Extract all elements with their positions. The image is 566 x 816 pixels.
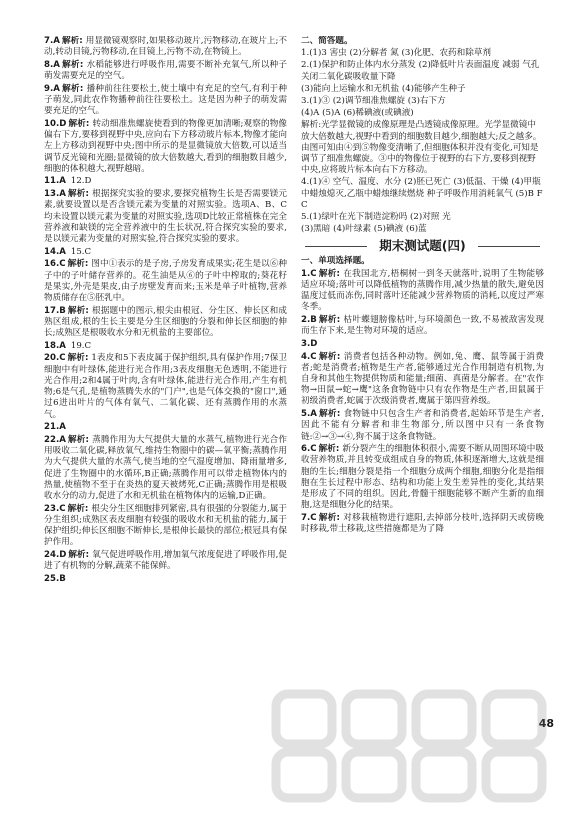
analysis-text: 12.D xyxy=(70,176,92,187)
analysis-tag: 解析: xyxy=(67,305,89,316)
question-number: 21.A xyxy=(44,422,66,433)
analysis-text: 19.C xyxy=(70,340,92,351)
analysis-text: 水稻能够进行呼吸作用,需要不断补充氧气,所以种子萌发需要充足的空气。 xyxy=(44,59,287,82)
answer-entry xyxy=(301,444,544,511)
analysis-tag: 解析: xyxy=(61,36,83,46)
analysis-text: 蒸腾作用为大气提供大量的水蒸气,植物进行光合作用吸收二氧化碳,释放氧气,维持生物圈中的碳—氧平衡;蒸腾作用为大气提供大量的水蒸气,使当地的空气湿度增加、降雨量增多,促进了生物圈中的水循环,B正确;蒸腾作用可以带走植物体内的热量,使植物不至于在炎热的夏天被烤死,C正确;蒸腾作用是根吸收水分的动力,促进了水和无机盐在植物体内的运输,D正确。 xyxy=(44,434,287,501)
analysis-tag: 解析: xyxy=(68,118,90,129)
analysis-text: 播种前往往要松土,使土壤中有充足的空气,有利于种子萌发,同此农作物播种前往往要松土。这是因为种子的萌发需要充足的空气。 xyxy=(44,83,287,117)
answer-entry xyxy=(301,315,544,337)
short-answer-line: 1.(1)3 害虫 (2)分解者 氮 (3)化肥、农药和除草剂 xyxy=(301,48,492,59)
question-number: 13.A xyxy=(44,189,66,200)
question-number: 4.C xyxy=(301,351,317,362)
answer-entry xyxy=(44,422,287,433)
answer-entry xyxy=(44,435,287,502)
question-number: 23.C xyxy=(44,503,66,514)
question-number: 20.C xyxy=(44,353,66,364)
analysis-tag: 解析: xyxy=(318,314,341,325)
analysis-text: 在我国北方,梧桐树一到冬天就落叶,说明了生物能够适应环境;落叶可以降低植物的蒸腾作用,减少热量的散失,避免因温度过低而冻伤,同时落叶还能减少营养物质的消耗,以度过严寒冬季。 xyxy=(301,268,544,313)
question-number: 2.B xyxy=(301,314,317,325)
right-column xyxy=(301,36,544,776)
section-heading-short-answer: 二、简答题。 xyxy=(301,36,353,46)
short-answer-lines xyxy=(301,48,544,235)
answer-entry xyxy=(301,339,544,350)
analysis-text: 消费者包括各种动物。例如,兔、鹰、鼠等属于消费者;蛇是消费者;植物是生产者,能够通过光合作用制造有机物,为自身和其他生物提供物质和能量;细菌、真菌是分解者。在"农作物→田鼠→蛇→鹰"这条食物链中只有农作物是生产者,田鼠属于初级消费者,蛇属于次级消费者,鹰属于第四营养级。 xyxy=(301,351,544,407)
question-number: 7.A xyxy=(44,36,60,46)
short-answer-line: 3.(1)③ (2)调节细准焦螺旋 (3)右下方 xyxy=(301,96,446,107)
analysis-text: 枯叶蝶翅膀像枯叶,与环境颜色一致,不易被敌害发现而生存下来,是生物对环境的适应。 xyxy=(301,314,544,337)
answer-entry xyxy=(44,36,287,58)
analysis-text: 氧气促进呼吸作用,增加氧气浓度促进了呼吸作用,促进了有机物的分解,蔬菜不能保鲜。 xyxy=(44,549,287,572)
answer-entry xyxy=(44,259,287,304)
short-answer-line: 2.(1)保护和防止体内水分蒸发 (2)降低叶片表面温度 减弱 气孔关闭二氧化碳吸收量下降 xyxy=(301,60,540,82)
short-answer-line: (3)能向上运输水和无机盐 (4)能够产生种子 xyxy=(301,83,466,94)
answer-entry xyxy=(301,352,544,408)
question-number: 25.B xyxy=(44,573,66,584)
question-number: 10.D xyxy=(44,118,67,129)
answer-entry xyxy=(301,269,544,314)
analysis-text: 1表皮和5下表皮属于保护组织,具有保护作用;7保卫细胞中有叶绿体,能进行光合作用;3表皮细胞无色透明,不能进行光合作用;2和4属于叶肉,含有叶绿体,能进行光合作用,产生有机物;6是气孔,是植物蒸腾失水的"门户",也是气体交换的"窗口",通过6进出叶片的气体有氧气、二氧化碳、还有蒸腾作用的水蒸气。 xyxy=(44,353,287,420)
answer-entry xyxy=(44,341,287,352)
answer-entry xyxy=(44,119,287,175)
analysis-tag: 解析: xyxy=(318,351,341,362)
exam-title: 期末测试题(四) xyxy=(301,238,544,254)
answer-entry xyxy=(301,513,544,535)
analysis-text: 对移栽植物进行遮阳,去掉部分枝叶,选择阴天或傍晚时移栽,带土移栽,这些措施都是为了降 xyxy=(301,512,544,535)
analysis-text: 根尖分生区细胞排列紧密,具有很强的分裂能力,属于分生组织;成熟区表皮细胞有较强的吸收水和无机盐的能力,属于保护组织;伸长区细胞不断伸长,是根伸长最快的部位;根冠具有保护作用。 xyxy=(44,503,287,548)
answer-entry xyxy=(44,247,287,258)
analysis-tag: 解析: xyxy=(67,353,89,364)
analysis-text: 根据探究实验的要求,要探究植物生长是否需要镁元素,就要设置以是否含镁元素为变量的对照实验。选项A、B、C均未设置以镁元素为变量的对照实验,选项D比较正常植株在完全营养液和缺镁的完全营养液中的生长状况,符合探究实验的要求,是以镁元素为变量的对照实验,符合探究实验的要求。 xyxy=(44,189,287,244)
analysis-text: 15.C xyxy=(70,246,92,257)
analysis-tag: 解析: xyxy=(318,512,340,523)
analysis-tag: 解析: xyxy=(61,83,84,94)
answer-entry xyxy=(44,189,287,245)
analysis-text: 新分裂产生的细胞体积很小,需要不断从周围环境中吸收营养物质,并且转变成组成自身的物质,体积逐渐增大,这就是细胞的生长;细胞分裂是指一个细胞分成两个细胞,细胞分化是指细胞在生长过程中形态、结构和功能上发生差异性的变化,其结果是形成了不同的组织。因此,骨髓干细胞能够不断产生新的血细胞,这是细胞分化的结果。 xyxy=(301,444,544,511)
short-answer-line: (4)A (5)A (6)稀碘液(或碘液) xyxy=(301,108,414,119)
short-answer-line: (3)黑暗 (4)叶绿素 (5)碘液 (6)蓝 xyxy=(301,224,427,235)
answer-entry xyxy=(44,60,287,82)
page-number: 48 xyxy=(538,717,554,730)
question-number: 14.A xyxy=(44,246,66,257)
analysis-tag: 解析: xyxy=(67,434,89,445)
question-number: 18.A xyxy=(44,340,66,351)
answer-entry xyxy=(44,84,287,118)
analysis-tag: 解析: xyxy=(318,268,340,279)
short-answer-line: 4.(1)④ 空气、温度、水分 (2)胚已死亡 (3)低温、干燥 (4)甲瓶中蜡烛熄灭,乙瓶中蜡烛继续燃烧 种子呼吸作用消耗氧气 (5)B F C xyxy=(301,177,543,210)
left-column xyxy=(44,36,287,776)
short-answer-line: 5.(1)绿叶在光下制造淀粉吗 (2)对照 光 xyxy=(301,212,451,223)
section-heading-single-choice: 一、单项选择题。 xyxy=(301,256,370,267)
question-number: 17.B xyxy=(44,305,66,316)
analysis-text: 转动细准焦螺旋使看到的物像更加清晰;观察的物像偏右下方,要移到视野中央,应向右下方移动玻片标本,物像才能向左上方移动到视野中央;图中所示的是显微镜放大倍数,可以适当调节反光镜和光圈;显微镜的放大倍数越大,看到的细胞数目越少,细胞的体积越大,视野越暗。 xyxy=(44,118,287,174)
short-answer-line: 解析:光学显微镜的成像原理是凸透镜成像原理。光学显微镜中放大倍数越大,视野中看到的细胞数目越少,细胞越大;反之越多。由图可知由④到⑤物像变清晰了,但细胞体积并没有变化,可知是调节了细准焦螺旋。③中的物像位于视野的右下方,要移到视野中央,应将玻片标本向右下方移动。 xyxy=(301,120,542,176)
question-number: 9.A xyxy=(44,83,60,94)
analysis-text: 食物链中只包含生产者和消费者,起始环节是生产者,因此不能有分解者和非生物部分,所以图中只有一条食物链:②→③→④,狗不属于这条食物链。 xyxy=(301,409,544,442)
analysis-tag: 解析: xyxy=(318,444,340,455)
analysis-tag: 解析: xyxy=(67,189,89,200)
question-number: 6.C xyxy=(301,444,317,455)
question-number: 11.A xyxy=(44,176,66,187)
answer-entry xyxy=(301,409,544,443)
answer-page xyxy=(44,36,544,776)
analysis-tag: 解析: xyxy=(318,409,341,420)
answer-entry xyxy=(44,574,287,585)
single-choice-entries xyxy=(301,269,544,536)
analysis-text: 图中①表示的是子房,子房发育成果实;花生是以⑥种子中的子叶储存营养的。花生油是从⑥的子叶中榨取的;葵花籽是果实,外壳是果皮,由子房壁发育而来;玉米是单子叶植物,营养物质储存在⑤胚乳中。 xyxy=(44,259,287,303)
answer-entry xyxy=(44,306,287,340)
question-number: 5.A xyxy=(301,409,317,420)
analysis-tag: 解析: xyxy=(67,259,89,270)
analysis-text: 根据题中的图示,根尖由根冠、分生区、伸长区和成熟区组成,根的生长主要是分生区细胞的分裂和伸长区细胞的伸长;成熟区是根吸收水分和无机盐的主要部位。 xyxy=(44,305,287,339)
question-number: 3.D xyxy=(301,338,318,349)
analysis-tag: 解析: xyxy=(68,549,90,560)
answer-entry xyxy=(44,176,287,187)
analysis-tag: 解析: xyxy=(67,503,89,514)
answer-entry xyxy=(44,504,287,549)
question-number: 24.D xyxy=(44,549,67,560)
question-number: 7.C xyxy=(301,512,317,523)
question-number: 22.A xyxy=(44,434,66,445)
question-number: 8.A xyxy=(44,59,60,70)
question-number: 1.C xyxy=(301,268,317,279)
analysis-text: 用显微镜观察时,如果移动玻片,污物移动,在玻片上;不动,转动目镜,污物移动,在目镜上,污物不动,在物镜上。 xyxy=(44,36,287,58)
analysis-tag: 解析: xyxy=(61,59,84,70)
answer-entry xyxy=(44,353,287,420)
answer-entry xyxy=(44,550,287,572)
question-number: 16.C xyxy=(44,259,66,270)
